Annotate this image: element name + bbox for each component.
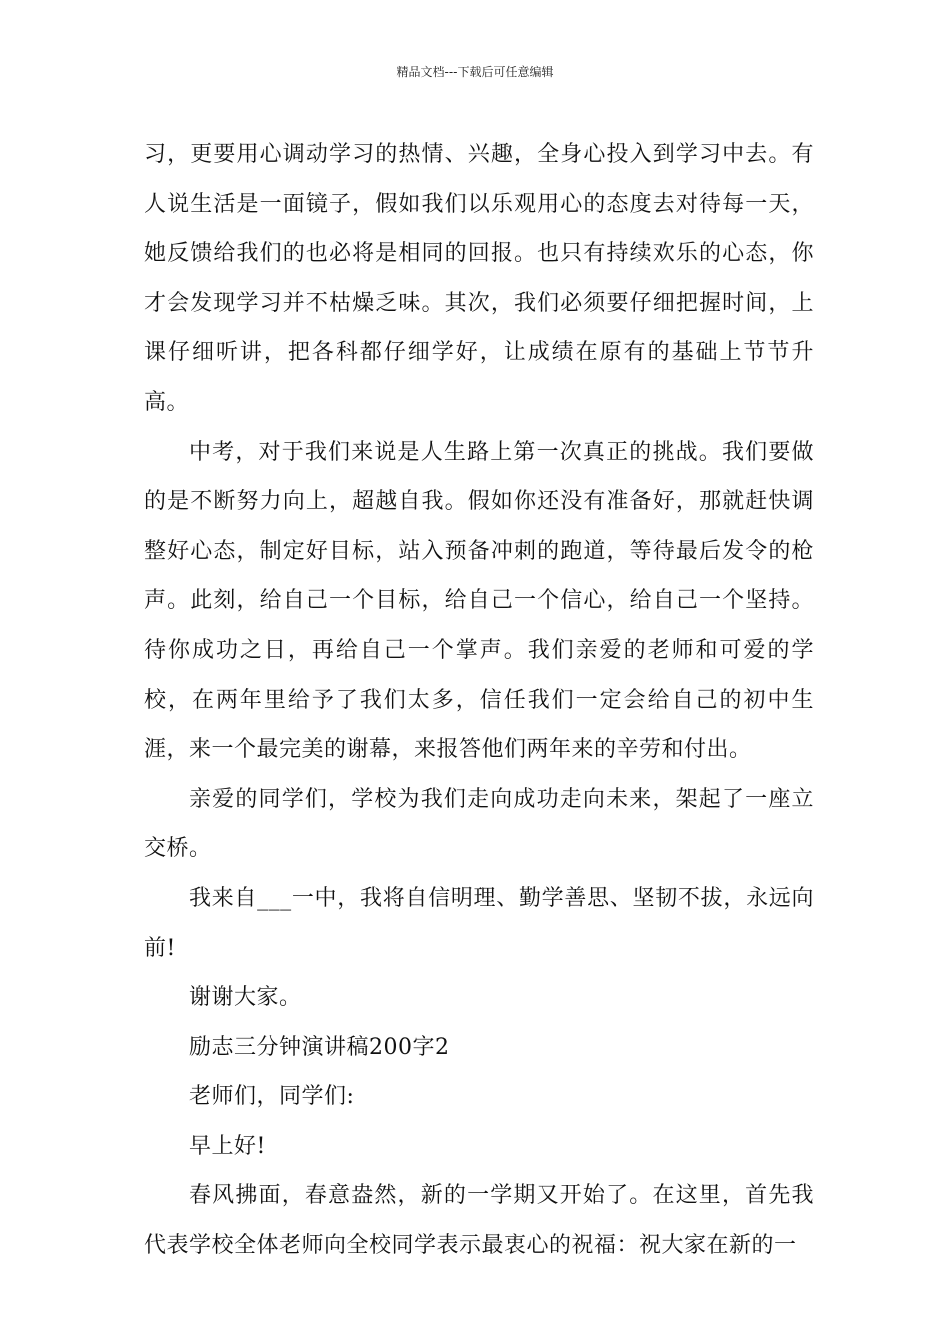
paragraph-school: 我来自___一中，我将自信明理、勤学善思、坚韧不拔，永远向前! [144,885,814,961]
page-header: 精品文档---下载后可任意编辑 [396,65,554,79]
paragraph-classmates: 亲爱的同学们，学校为我们走向成功走向未来，架起了一座立交桥。 [144,786,814,862]
salutation: 老师们，同学们: [189,1084,355,1110]
paragraph-continuation: 习，更要用心调动学习的热情、兴趣，全身心投入到学习中去。有人说生活是一面镜子，假如我们以乐观用心的态度去对待每一天，她反馈给我们的也必将是相同的回报。也只有持续欢乐的心态，你才会发现学习并不枯燥乏味。其次，我们必须要仔细把握时间，上课仔细听讲，把各科都仔细学好，让成绩在原有的基础上节节升高。 [144,142,814,415]
section-title: 励志三分钟演讲稿200字2 [189,1034,450,1060]
document-body [144,130,814,1271]
paragraph-zhongkao: 中考，对于我们来说是人生路上第一次真正的挑战。我们要做的是不断努力向上，超越自我。假如你还没有准备好，那就赶快调整好心态，制定好目标，站入预备冲刺的跑道，等待最后发令的枪声。此刻，给自己一个目标，给自己一个信心，给自己一个坚持。待你成功之日，再给自己一个掌声。我们亲爱的老师和可爱的学校，在两年里给予了我们太多，信任我们一定会给自己的初中生涯，来一个最完美的谢幕，来报答他们两年来的辛劳和付出。 [144,439,814,763]
greeting: 早上好! [189,1133,266,1159]
paragraph-thanks: 谢谢大家。 [189,985,302,1011]
paragraph-spring: 春风拂面，春意盎然，新的一学期又开始了。在这里，首先我代表学校全体老师向全校同学表示最衷心的祝福：祝大家在新的一 [144,1183,814,1259]
